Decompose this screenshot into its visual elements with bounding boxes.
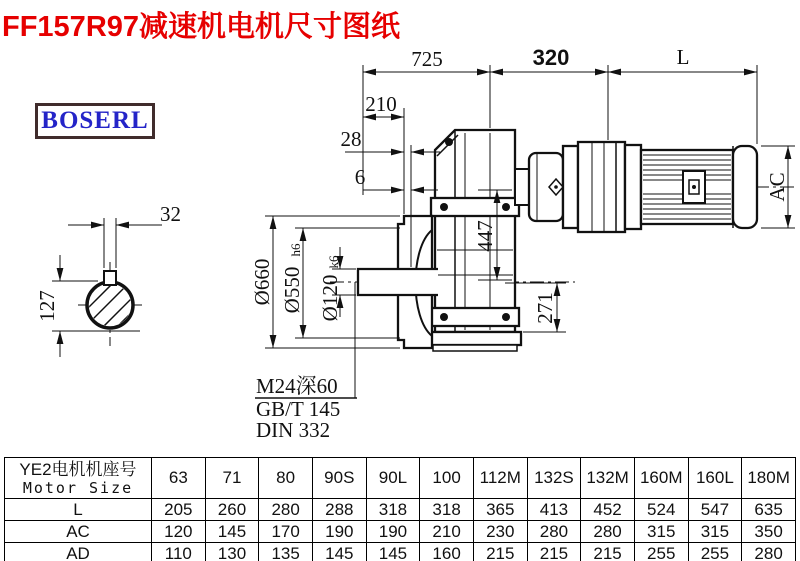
size-column: 132M — [581, 458, 635, 499]
shaft-section-view — [35, 202, 181, 357]
table-cell: 524 — [634, 499, 688, 521]
table-cell: 280 — [581, 521, 635, 543]
housing-foot — [433, 345, 517, 351]
table-cell: 170 — [259, 521, 313, 543]
table-cell: 215 — [527, 543, 581, 561]
table-cell: 160 — [420, 543, 474, 561]
row-label: L — [5, 499, 152, 521]
table-cell: 135 — [259, 543, 313, 561]
coupling-bolt-center — [554, 185, 558, 189]
brand-logo-text: BOSERL — [41, 107, 149, 134]
table-cell: 145 — [366, 543, 420, 561]
adapter-flange — [578, 142, 625, 232]
dim-28-label: 28 — [340, 127, 362, 151]
table-cell: 280 — [527, 521, 581, 543]
input-neck — [515, 169, 529, 205]
table-row-AC — [5, 521, 796, 543]
size-column: 71 — [205, 458, 259, 499]
table-cell: 145 — [205, 521, 259, 543]
size-column: 160M — [634, 458, 688, 499]
dim-210-label: 210 — [365, 92, 397, 116]
output-shaft — [358, 269, 438, 295]
bolt-hole — [440, 313, 448, 321]
table-cell: 120 — [152, 521, 206, 543]
table-cell: 255 — [688, 543, 742, 561]
table-cell: 130 — [205, 543, 259, 561]
keyway — [104, 271, 116, 285]
table-cell: 288 — [312, 499, 366, 521]
table-cell: 413 — [527, 499, 581, 521]
dim-271-label: 271 — [533, 292, 557, 324]
table-cell: 452 — [581, 499, 635, 521]
shaft-circle — [87, 282, 133, 328]
table-header-row — [5, 458, 796, 499]
note-gbt: GB/T 145 — [256, 397, 341, 421]
table-cell: 315 — [688, 521, 742, 543]
motor-end-bell — [733, 146, 757, 228]
table-cell: 255 — [634, 543, 688, 561]
table-cell: 315 — [634, 521, 688, 543]
dim-725-label: 725 — [411, 47, 443, 71]
dim-550-label: Ø550 — [280, 266, 304, 314]
table-cell: 280 — [742, 543, 796, 561]
table-cell: 110 — [152, 543, 206, 561]
size-column: 63 — [152, 458, 206, 499]
note-m24: M24深60 — [256, 374, 338, 398]
page-title: FF157R97减速机电机尺寸图纸 — [2, 11, 401, 43]
dim-32-label: 32 — [160, 202, 181, 226]
dimension-annotations — [250, 45, 795, 442]
bolt-hole — [502, 313, 510, 321]
row-label: AD — [5, 543, 152, 561]
motor-flange — [625, 145, 641, 229]
table-cell: 215 — [473, 543, 527, 561]
motor-size-label-en: Motor Size — [22, 478, 134, 497]
size-column: 132S — [527, 458, 581, 499]
size-column: 180M — [742, 458, 796, 499]
table-cell: 318 — [420, 499, 474, 521]
table-row-AD — [5, 543, 796, 561]
table-cell: 230 — [473, 521, 527, 543]
table-cell: 210 — [420, 521, 474, 543]
table-cell: 635 — [742, 499, 796, 521]
dim-6-label: 6 — [354, 165, 366, 189]
dim-AC-label: AC — [765, 172, 789, 202]
housing-base-plate — [429, 332, 521, 345]
size-column: 90L — [366, 458, 420, 499]
dim-127-label: 127 — [35, 290, 59, 322]
bolt-hole — [440, 203, 448, 211]
dim-120-label: Ø120 — [318, 274, 342, 322]
bolt-hole — [502, 203, 510, 211]
table-cell: 318 — [366, 499, 420, 521]
size-column: 100 — [420, 458, 474, 499]
main-side-view — [330, 130, 795, 351]
table-cell: 145 — [312, 543, 366, 561]
size-column: 90S — [312, 458, 366, 499]
table-cell: 547 — [688, 499, 742, 521]
table-cell: 260 — [205, 499, 259, 521]
dim-447-label: 447 — [473, 220, 497, 252]
dim-120-suffix: k6 — [326, 255, 341, 269]
table-cell: 215 — [581, 543, 635, 561]
table-cell: 205 — [152, 499, 206, 521]
motor-terminal-dot — [692, 185, 696, 189]
motor-size-table — [4, 457, 796, 561]
table-cell: 280 — [259, 499, 313, 521]
dim-660-label: Ø660 — [250, 258, 274, 306]
table-row-L — [5, 499, 796, 521]
motor-size-label-cn: YE2电机机座号 — [19, 459, 137, 479]
adapter-ring — [563, 146, 578, 228]
table-cell: 190 — [312, 521, 366, 543]
dim-L-label: L — [676, 45, 690, 69]
size-column: 112M — [473, 458, 527, 499]
size-column: 80 — [259, 458, 313, 499]
table-cell: 190 — [366, 521, 420, 543]
dim-320-label: 320 — [532, 45, 570, 70]
dim-550-suffix: h6 — [288, 243, 303, 257]
table-cell: 350 — [742, 521, 796, 543]
table-cell: 365 — [473, 499, 527, 521]
note-din: DIN 332 — [256, 418, 331, 442]
size-column: 160L — [688, 458, 742, 499]
table-header-label — [5, 458, 152, 499]
bolt-hole — [445, 138, 453, 146]
row-label: AC — [5, 521, 152, 543]
